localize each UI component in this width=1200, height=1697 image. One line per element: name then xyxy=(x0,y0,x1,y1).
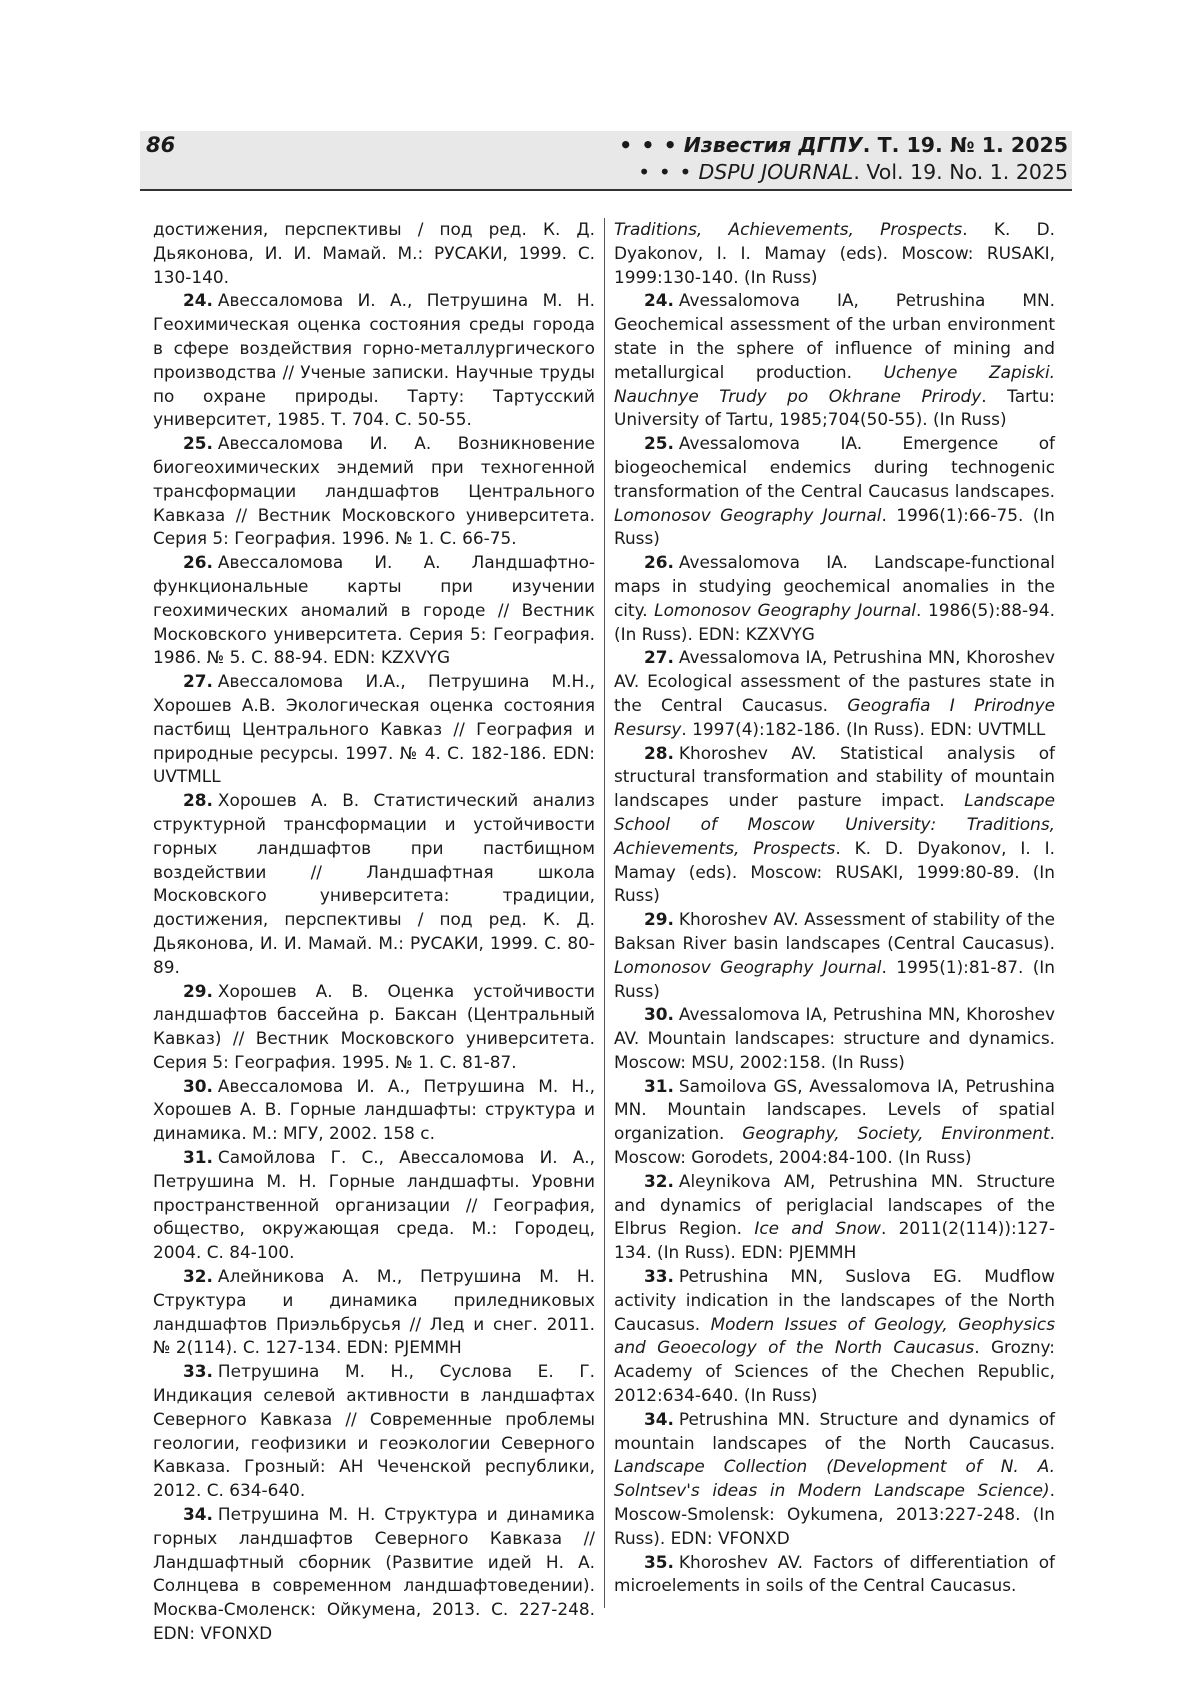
reference-number: 27. xyxy=(644,647,674,668)
reference-number: 32. xyxy=(644,1170,674,1191)
reference-source-title: Landscape Collection (Development of N. A. Solntsev's ideas in Modern Landscape Science) xyxy=(614,1456,1055,1501)
reference-entry xyxy=(614,908,1055,1003)
reference-text: Авессаломова И. А., Петрушина М. Н., Хорошев А. В. Горные ландшафты: структура и динамика. М.: МГУ, 2002. 158 с. xyxy=(153,1075,595,1144)
reference-text: Авессаломова И. А., Петрушина М. Н. Геохимическая оценка состояния среды города в сфере воздействия горно-металлургического производства // Ученые записки. Научные труды по охране природы. Тарту: Тартусский университет, 1985. Т. 704. С. 50-55. xyxy=(153,290,595,430)
reference-number: 29. xyxy=(644,909,674,930)
reference-text: Хорошев А. В. Статистический анализ структурной трансформации и устойчивости горных ландшафтов при пастбищном воздействии // Ландшафтная школа Московского университета: традиции, достижения, перспективы / под ред. К. Д. Дьяконова, И. И. Мамай. М.: РУСАКИ, 1999. С. 80-89. xyxy=(153,790,595,977)
reference-source-title: Lomonosov Geography Journal xyxy=(614,956,882,977)
reference-text: Khoroshev AV. Assessment of stability of the Baksan River basin landscapes (Central Caucasus). xyxy=(614,909,1055,953)
reference-entry xyxy=(153,980,595,1075)
reference-text: Khoroshev AV. Statistical analysis of structural transformation and stability of mountain landscapes under pasture impact. xyxy=(614,742,1055,811)
column-divider xyxy=(604,218,605,1608)
reference-source-title: Modern Issues of Geology, Geophysics and Geoecology of the North Caucasus xyxy=(614,1313,1055,1358)
reference-number: 25. xyxy=(644,433,674,454)
reference-text: Petrushina MN. Structure and dynamics of mountain landscapes of the North Caucasus. xyxy=(614,1408,1055,1453)
reference-details: . K. D. Dyakonov, I. I. Mamay (eds). Moscow: RUSAKI, 1999:130-140. (In Russ) xyxy=(614,219,1055,287)
reference-entry xyxy=(614,1075,1055,1170)
reference-text: Avessalomova IA, Petrushina MN, Khoroshev AV. Mountain landscapes: structure and dynamics. Moscow: MSU, 2002:158. (In Russ) xyxy=(614,1004,1055,1072)
reference-number: 26. xyxy=(183,552,213,573)
journal-title-ru xyxy=(619,132,1068,159)
reference-details: . Moscow-Smolensk: Oykumena, 2013:227-248. (In Russ). EDN: VFONXD xyxy=(614,1480,1055,1548)
reference-number: 35. xyxy=(644,1551,674,1572)
reference-details: . Moscow: Gorodets, 2004:84-100. (In Russ) xyxy=(614,1123,1056,1168)
reference-entry xyxy=(153,789,595,979)
reference-entry xyxy=(614,432,1055,551)
reference-text: Алейникова А. М., Петрушина М. Н. Структура и динамика приледниковых ландшафтов Приэльбрусья // Лед и снег. 2011. № 2(114). С. 127-134. EDN: PJEMMH xyxy=(153,1266,595,1358)
reference-text: Khoroshev AV. Factors of differentiation of microelements in soils of the Central Caucasus. xyxy=(614,1551,1055,1596)
reference-text: Авессаломова И. А. Возникновение биогеохимических эндемий при техногенной трансформации ландшафтов Центрального Кавказа // Вестник Московского университета. Серия 5: География. 1996. № 1. С. 66-75. xyxy=(153,433,595,549)
reference-entry xyxy=(614,1265,1055,1408)
reference-entry xyxy=(153,289,595,432)
reference-text: достижения, перспективы / под ред. К. Д. Дьяконова, И. И. Мамай. М.: РУСАКИ, 1999. С. 130-140. xyxy=(153,219,595,287)
reference-number: 34. xyxy=(644,1408,674,1429)
reference-text: Авессаломова И. А. Ландшафтно-функциональные карты при изучении геохимических аномалий в городе // Вестник Московского университета. Серия 5: География. 1986. № 5. С. 88-94. EDN: KZXVYG xyxy=(153,552,595,668)
reference-text: Петрушина М. Н., Суслова Е. Г. Индикация селевой активности в ландшафтах Северного Кавказа // Современные проблемы геологии, геофизики и геоэкологии Северного Кавказа. Грозный: АН Чеченской республики, 2012. С. 634-640. xyxy=(153,1361,595,1501)
reference-entry xyxy=(614,646,1055,741)
reference-source-title: Geography, Society, Environment xyxy=(742,1123,1050,1144)
reference-text: Avessalomova IA, Petrushina MN. Geochemical assessment of the urban environment state in the sphere of influence of mining and metallurgical production. xyxy=(614,290,1055,382)
reference-number: 24. xyxy=(644,290,674,311)
page-number: 86 xyxy=(146,133,176,157)
reference-source-title: Lomonosov Geography Journal xyxy=(614,504,882,525)
bullet-dots: • • • xyxy=(619,133,678,157)
reference-text: Avessalomova IA. Landscape-functional maps in studying geochemical anomalies in the city. xyxy=(614,552,1055,620)
reference-number: 30. xyxy=(644,1004,674,1025)
reference-entry xyxy=(153,670,595,789)
reference-entry xyxy=(614,551,1055,646)
reference-source-title: Geografia I Prirodnye Resursy xyxy=(614,694,1055,739)
reference-details: . Grozny: Academy of Sciences of the Chechen Republic, 2012:634-640. (In Russ) xyxy=(614,1337,1055,1406)
reference-number: 30. xyxy=(183,1075,213,1096)
reference-details: . 1995(1):81-87. (In Russ) xyxy=(614,956,1055,1001)
reference-text: Avessalomova IA. Emergence of biogeochemical endemics during technogenic transformation of the Central Caucasus landscapes. xyxy=(614,433,1055,501)
reference-source-title: Uchenye Zapiski. Nauchnye Trudy po Okhrane Prirody xyxy=(614,361,1055,406)
reference-entry xyxy=(614,218,1055,289)
reference-details: . 1997(4):182-186. (In Russ). EDN: UVTMLL xyxy=(681,718,1046,739)
reference-text: Samoilova GS, Avessalomova IA, Petrushina MN. Mountain landscapes. Levels of spatial organization. xyxy=(614,1075,1055,1144)
bullet-dots: • • • xyxy=(638,160,693,184)
journal-issue-en: . Vol. 19. No. 1. 2025 xyxy=(853,160,1068,184)
reference-source-title: Ice and Snow xyxy=(754,1218,881,1239)
reference-source-title: Landscape School of Moscow University: Traditions, Achievements, Prospects xyxy=(614,790,1055,858)
reference-text: Авессаломова И.А., Петрушина М.Н., Хорошев А.В. Экологическая оценка состояния пастбищ Центрального Кавказ // География и природные ресурсы. 1997. № 4. С. 182-186. EDN: UVTMLL xyxy=(153,671,595,787)
journal-title xyxy=(619,132,1068,186)
reference-number: 34. xyxy=(183,1504,213,1525)
reference-number: 33. xyxy=(644,1266,674,1287)
reference-number: 33. xyxy=(183,1361,213,1382)
reference-number: 31. xyxy=(644,1075,674,1096)
reference-entry xyxy=(153,1503,595,1646)
reference-entry xyxy=(153,1265,595,1360)
reference-details: . K. D. Dyakonov, I. I. Mamay (eds). Moscow: RUSAKI, 1999:80-89. (In Russ) xyxy=(614,837,1055,906)
reference-number: 28. xyxy=(644,742,674,763)
reference-details: . 1986(5):88-94. (In Russ). EDN: KZXVYG xyxy=(614,599,1056,644)
reference-entry xyxy=(614,1170,1055,1265)
reference-number: 29. xyxy=(183,980,213,1001)
reference-text: Петрушина М. Н. Структура и динамика горных ландшафтов Северного Кавказа // Ландшафтный сборник (Развитие идей Н. А. Солнцева в современном ландшафтоведении). Москва-Смоленск: Ойкумена, 2013. С. 227-248. EDN: VFONXD xyxy=(153,1504,595,1644)
reference-entry xyxy=(153,432,595,551)
reference-entry xyxy=(153,1146,595,1265)
journal-issue-ru: . Т. 19. № 1. 2025 xyxy=(862,133,1068,157)
reference-number: 28. xyxy=(183,790,213,811)
reference-entry xyxy=(153,218,595,289)
reference-entry xyxy=(614,742,1055,909)
running-header xyxy=(140,131,1072,191)
reference-number: 26. xyxy=(644,552,674,573)
reference-text: Самойлова Г. С., Авессаломова И. А., Петрушина М. Н. Горные ландшафты. Уровни пространственной организации // География, общество, окружающая среда. М.: Городец, 2004. С. 84-100. xyxy=(153,1147,595,1263)
reference-entry xyxy=(614,1003,1055,1074)
reference-number: 32. xyxy=(183,1266,213,1287)
reference-number: 25. xyxy=(183,433,213,454)
reference-entry xyxy=(153,551,595,670)
references-english-column xyxy=(614,218,1055,1598)
reference-entry xyxy=(614,1408,1055,1551)
reference-number: 24. xyxy=(183,290,213,311)
reference-text: Aleynikova AM, Petrushina MN. Structure and dynamics of periglacial landscapes of the Elbrus Region. xyxy=(614,1170,1055,1239)
references-russian-column xyxy=(153,218,595,1646)
reference-text: Хорошев А. В. Оценка устойчивости ландшафтов бассейна р. Баксан (Центральный Кавказ) // Вестник Московского университета. Серия 5: География. 1995. № 1. С. 81-87. xyxy=(153,980,595,1072)
journal-name-en: DSPU JOURNAL xyxy=(698,160,854,184)
journal-title-en xyxy=(619,159,1068,186)
reference-entry xyxy=(153,1075,595,1146)
reference-text: Avessalomova IA, Petrushina MN, Khoroshev AV. Ecological assessment of the pastures state in the Central Caucasus. xyxy=(614,647,1055,715)
reference-entry xyxy=(153,1360,595,1503)
reference-text: Petrushina MN, Suslova EG. Mudflow activity indication in the landscapes of the North Caucasus. xyxy=(614,1266,1055,1334)
journal-name-ru: Известия ДГПУ xyxy=(683,133,863,157)
reference-entry xyxy=(614,289,1055,432)
reference-details: . Tartu: University of Tartu, 1985;704(50-55). (In Russ) xyxy=(614,385,1056,430)
reference-details: . 1996(1):66-75. (In Russ) xyxy=(614,504,1055,549)
reference-details: . 2011(2(114)):127-134. (In Russ). EDN: PJEMMH xyxy=(614,1218,1055,1263)
reference-entry xyxy=(614,1551,1055,1599)
reference-number: 27. xyxy=(183,671,213,692)
reference-source-title: Lomonosov Geography Journal xyxy=(654,599,916,620)
reference-number: 31. xyxy=(183,1147,213,1168)
reference-source-title: Traditions, Achievements, Prospects xyxy=(614,219,963,239)
